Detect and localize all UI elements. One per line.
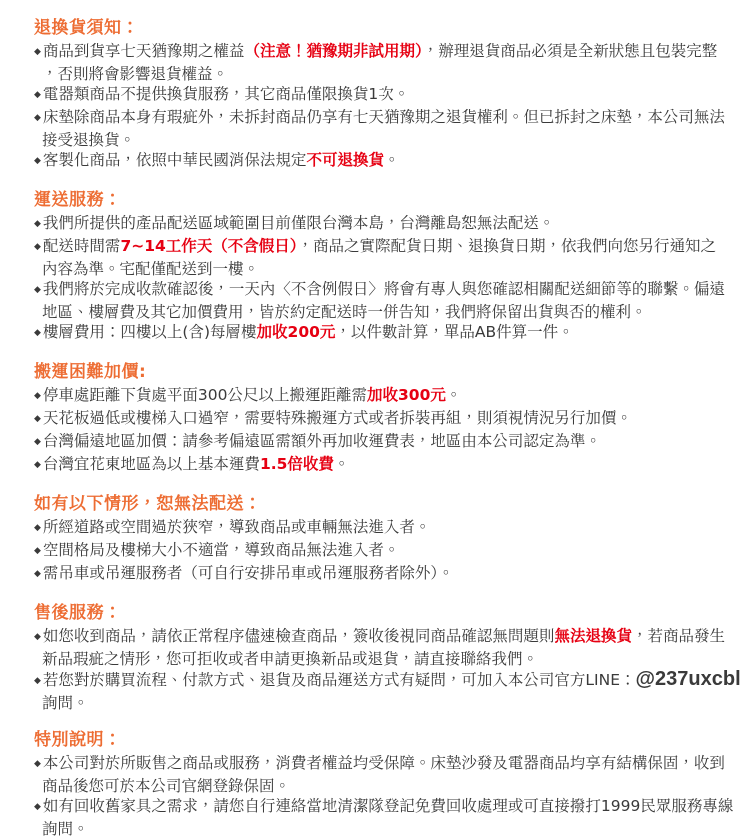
highlighted-text: （注意！猶豫期非試用期） <box>244 42 423 60</box>
wrapped-line <box>34 776 745 796</box>
policy-document <box>34 18 745 839</box>
text-segment: 空間格局及樓梯大小不適當，導致商品無法進入者。 <box>42 541 400 559</box>
diamond-bullet-icon: ◆ <box>34 437 41 447</box>
bullet-list <box>34 385 745 477</box>
highlighted-text: 7~14工作天（不含假日） <box>120 237 298 255</box>
wrapped-line <box>34 64 745 84</box>
bullet-line <box>34 408 745 431</box>
text-segment: 接受退換貨。 <box>42 131 136 149</box>
text-segment: 詢問。 <box>42 694 89 712</box>
bullet-item <box>34 753 745 796</box>
diamond-bullet-icon: ◆ <box>34 219 41 229</box>
text-segment: 詢問。 <box>42 820 89 838</box>
wrapped-line <box>34 130 745 150</box>
bullet-item <box>34 626 745 669</box>
text-segment: ，商品之實際配貨日期、退換貨日期，依我們向您另行通知之 <box>297 237 717 255</box>
diamond-bullet-icon: ◆ <box>34 285 41 295</box>
text-segment: 若您對於購買流程、付款方式、退貨及商品運送方式有疑問，可加入本公司官方LINE： <box>42 671 636 689</box>
bullet-item <box>34 236 745 279</box>
text-segment: 樓層費用：四樓以上(含)每層樓 <box>42 323 257 341</box>
text-segment: 地區、樓層費及其它加價費用，皆於約定配送時一併告知，我們將保留出貨與否的權利。 <box>42 303 647 321</box>
text-segment: 。 <box>383 151 400 169</box>
section-heading: 特別說明： <box>34 730 122 750</box>
diamond-bullet-icon: ◆ <box>34 47 41 57</box>
bullet-item <box>34 517 745 540</box>
text-segment: 新品瑕疵之情形，您可拒收或者申請更換新品或退貨，請直接聯絡我們。 <box>42 650 539 668</box>
bullet-line <box>34 385 745 408</box>
bullet-line <box>34 753 745 776</box>
bullet-item <box>34 431 745 454</box>
bullet-item <box>34 796 745 839</box>
text-segment: 。 <box>445 386 462 404</box>
diamond-bullet-icon: ◆ <box>34 328 41 338</box>
section-heading: 如有以下情形，恕無法配送： <box>34 494 262 514</box>
bullet-item <box>34 563 745 586</box>
bullet-line <box>34 454 745 477</box>
bullet-item <box>34 385 745 408</box>
bullet-line <box>34 279 745 302</box>
bullet-item <box>34 107 745 150</box>
text-segment: 台灣宜花東地區為以上基本運費 <box>42 455 260 473</box>
wrapped-line <box>34 693 745 713</box>
diamond-bullet-icon: ◆ <box>34 759 41 769</box>
diamond-bullet-icon: ◆ <box>34 113 41 123</box>
diamond-bullet-icon: ◆ <box>34 632 41 642</box>
text-segment: 客製化商品，依照中華民國消保法規定 <box>42 151 307 169</box>
highlighted-text: 1.5倍收費 <box>259 455 334 473</box>
bullet-line <box>34 236 745 259</box>
line-id-text: @237uxcbl <box>635 669 741 690</box>
bullet-list <box>34 213 745 345</box>
wrapped-line <box>34 259 745 279</box>
diamond-bullet-icon: ◆ <box>34 90 41 100</box>
bullet-line <box>34 626 745 649</box>
section-after-sales-service <box>34 603 745 713</box>
bullet-item <box>34 213 745 236</box>
diamond-bullet-icon: ◆ <box>34 523 41 533</box>
diamond-bullet-icon: ◆ <box>34 460 41 470</box>
text-segment: 如您收到商品，請依正常程序儘速檢查商品，簽收後視同商品確認無問題則 <box>42 627 555 645</box>
bullet-line <box>34 213 745 236</box>
section-heading: 搬運困難加價: <box>34 362 147 382</box>
bullet-line <box>34 669 745 693</box>
section-shipping-service <box>34 190 745 345</box>
diamond-bullet-icon: ◆ <box>34 156 41 166</box>
text-segment: 內容為準。宅配僅配送到一樓。 <box>42 260 260 278</box>
bullet-item <box>34 454 745 477</box>
section-return-exchange-notice <box>34 18 745 173</box>
text-segment: 商品到貨享七天猶豫期之權益 <box>42 42 245 60</box>
bullet-line <box>34 540 745 563</box>
text-segment: ，若商品發生 <box>631 627 725 645</box>
highlighted-text: 加收300元 <box>367 386 446 404</box>
section-heading: 售後服務： <box>34 603 122 623</box>
highlighted-text: 無法退換貨 <box>554 627 632 645</box>
bullet-item <box>34 84 745 107</box>
bullet-item <box>34 41 745 84</box>
bullet-line <box>34 84 745 107</box>
bullet-item <box>34 150 745 173</box>
wrapped-line <box>34 302 745 322</box>
bullet-item <box>34 540 745 563</box>
text-segment: 本公司對於所販售之商品或服務，消費者權益均受保障。床墊沙發及電器商品均享有結構保固，收到 <box>42 754 725 772</box>
section-unable-to-deliver <box>34 494 745 586</box>
bullet-list <box>34 753 745 839</box>
text-segment: 電器類商品不提供換貨服務，其它商品僅限換貨1次。 <box>42 85 410 103</box>
diamond-bullet-icon: ◆ <box>34 569 41 579</box>
bullet-line <box>34 107 745 130</box>
section-heading: 運送服務： <box>34 190 122 210</box>
bullet-line <box>34 517 745 540</box>
section-heading: 退換貨須知： <box>34 18 139 38</box>
text-segment: ，以件數計算，單品AB件算一件。 <box>335 323 574 341</box>
bullet-line <box>34 431 745 454</box>
diamond-bullet-icon: ◆ <box>34 242 41 252</box>
text-segment: 天花板過低或樓梯入口過窄，需要特殊搬運方式或者拆裝再組，則須視情況另行加價。 <box>42 409 632 427</box>
wrapped-line <box>34 819 745 839</box>
text-segment: 台灣偏遠地區加價：請參考偏遠區需額外再加收運費表，地區由本公司認定為準。 <box>42 432 601 450</box>
highlighted-text: 不可退換貨 <box>306 151 384 169</box>
diamond-bullet-icon: ◆ <box>34 414 41 424</box>
bullet-item <box>34 322 745 345</box>
section-special-notes <box>34 730 745 839</box>
text-segment: 如有回收舊家具之需求，請您自行連絡當地清潔隊登記免費回收處理或可直接撥打1999民眾服務專線 <box>42 797 734 815</box>
diamond-bullet-icon: ◆ <box>34 676 41 686</box>
bullet-line <box>34 41 745 64</box>
text-segment: 我們將於完成收款確認後，一天內〈不含例假日〉將會有專人與您確認相關配送細節等的聯繫。偏遠 <box>42 280 725 298</box>
bullet-list <box>34 41 745 173</box>
text-segment: ，辦理退貨商品必須是全新狀態且包裝完整 <box>422 42 718 60</box>
diamond-bullet-icon: ◆ <box>34 391 41 401</box>
bullet-item <box>34 279 745 322</box>
wrapped-line <box>34 649 745 669</box>
diamond-bullet-icon: ◆ <box>34 546 41 556</box>
highlighted-text: 加收200元 <box>256 323 336 341</box>
bullet-line <box>34 796 745 819</box>
text-segment: 停車處距離下貨處平面300公尺以上搬運距離需 <box>42 386 368 404</box>
text-segment: 所經道路或空間過於狹窄，導致商品或車輛無法進入者。 <box>42 518 431 536</box>
bullet-item <box>34 408 745 431</box>
bullet-line <box>34 150 745 173</box>
bullet-line <box>34 563 745 586</box>
text-segment: 商品後您可於本公司官網登錄保固。 <box>42 777 291 795</box>
text-segment: ，否則將會影響退貨權益。 <box>42 65 229 83</box>
text-segment: 配送時間需 <box>42 237 121 255</box>
section-difficult-moving-surcharge <box>34 362 745 477</box>
text-segment: 我們所提供的產品配送區域範圍目前僅限台灣本島，台灣離島恕無法配送。 <box>42 214 555 232</box>
bullet-list <box>34 517 745 586</box>
text-segment: 。 <box>333 455 350 473</box>
text-segment: 床墊除商品本身有瑕疵外，未拆封商品仍享有七天猶豫期之退貨權利。但已拆封之床墊，本公司無法 <box>42 108 725 126</box>
diamond-bullet-icon: ◆ <box>34 802 41 812</box>
bullet-list <box>34 626 745 713</box>
bullet-line <box>34 322 745 345</box>
bullet-item <box>34 669 745 713</box>
text-segment: 需吊車或吊運服務者（可自行安排吊車或吊運服務者除外）。 <box>42 564 454 582</box>
